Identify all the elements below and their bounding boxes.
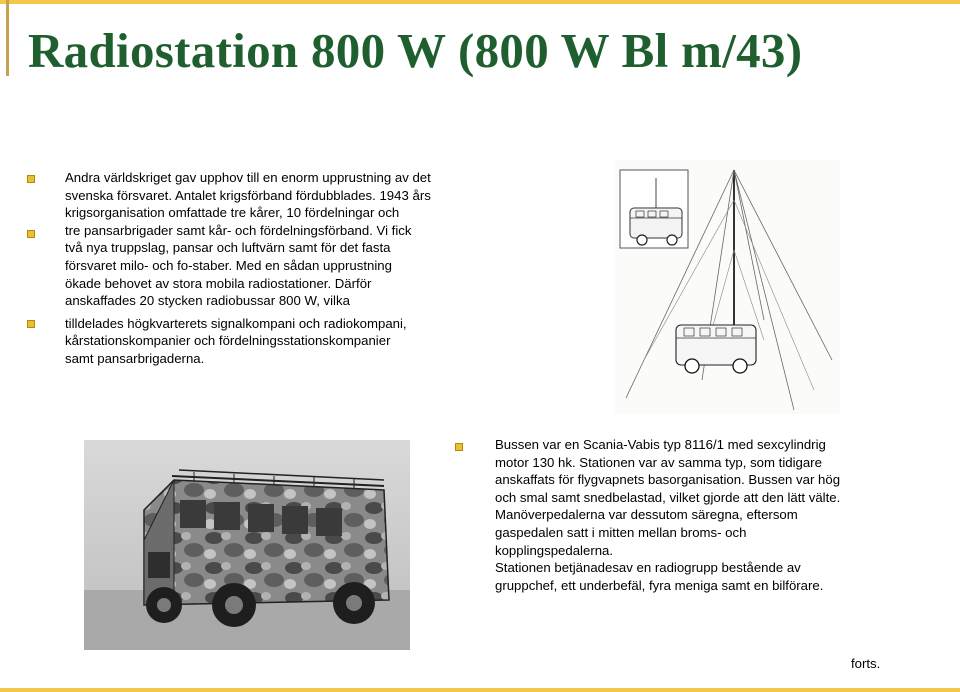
- text-line: gaspedalen satt i mitten mellan broms- och: [495, 524, 747, 540]
- text-line: försvaret milo- och fo-staber. Med en sådan upprustning: [65, 257, 392, 273]
- text-line: och smal samt snedbelastad, vilket gjorde att den lätt välte.: [495, 489, 841, 505]
- radio-bus-photo: [84, 440, 410, 650]
- bullet-marker: [27, 230, 35, 238]
- text-line: ökade behovet av stora mobila radiostationer. Därför: [65, 275, 372, 291]
- top-border: [0, 0, 960, 4]
- text-line: Bussen var en Scania-Vabis typ 8116/1 med sexcylindrig: [495, 437, 826, 452]
- page-title: Radiostation 800 W (800 W Bl m/43): [28, 23, 803, 78]
- text-line: anskaffades 20 stycken radiobussar 800 W, vilka: [65, 293, 350, 309]
- antenna-mast-diagram: [614, 160, 840, 414]
- text-line: kopplingspedalerna.: [495, 542, 614, 558]
- bus-description-paragraph: [495, 436, 915, 594]
- diagram-drawing: [614, 160, 840, 414]
- bottom-border: [0, 688, 960, 692]
- bullet-marker: [27, 320, 35, 328]
- text-line: kårstationskompanier och fördelningsstationskompanier: [65, 333, 391, 349]
- left-border: [6, 0, 9, 76]
- continued-label: forts.: [851, 656, 881, 671]
- bullet-marker: [27, 175, 35, 183]
- text-line: svenska försvaret. Antalet krigsförband fördubblades. 1943 års: [65, 187, 431, 203]
- text-line: Stationen betjänadesav en radiogrupp bestående av: [495, 560, 801, 576]
- text-line: Manöverpedalerna var dessutom säregna, eftersom: [495, 507, 798, 523]
- text-line: tre pansarbrigader samt kår- och fördelningsförband. Vi fick: [65, 222, 412, 238]
- text-line: Andra världskriget gav upphov till en enorm upprustning av det: [65, 170, 431, 185]
- bus-photo-image: [84, 440, 410, 650]
- bullet-marker: [455, 443, 463, 451]
- text-line: samt pansarbrigaderna.: [65, 350, 205, 366]
- text-line: krigsorganisation omfattade tre kårer, 10 fördelningar och: [65, 205, 400, 221]
- text-line: två nya truppslag, pansar och luftvärn samt för det fasta: [65, 240, 391, 256]
- text-line: anskaffats för flygvapnets basorganisation. Bussen var hög: [495, 472, 841, 488]
- text-line: gruppchef, ett underbefäl, fyra meniga samt en bilförare.: [495, 577, 824, 593]
- text-line: tilldelades högkvarterets signalkompani och radiokompani,: [65, 315, 407, 331]
- intro-paragraph: [65, 169, 485, 368]
- text-line: motor 130 hk. Stationen var av samma typ, som tidigare: [495, 454, 822, 470]
